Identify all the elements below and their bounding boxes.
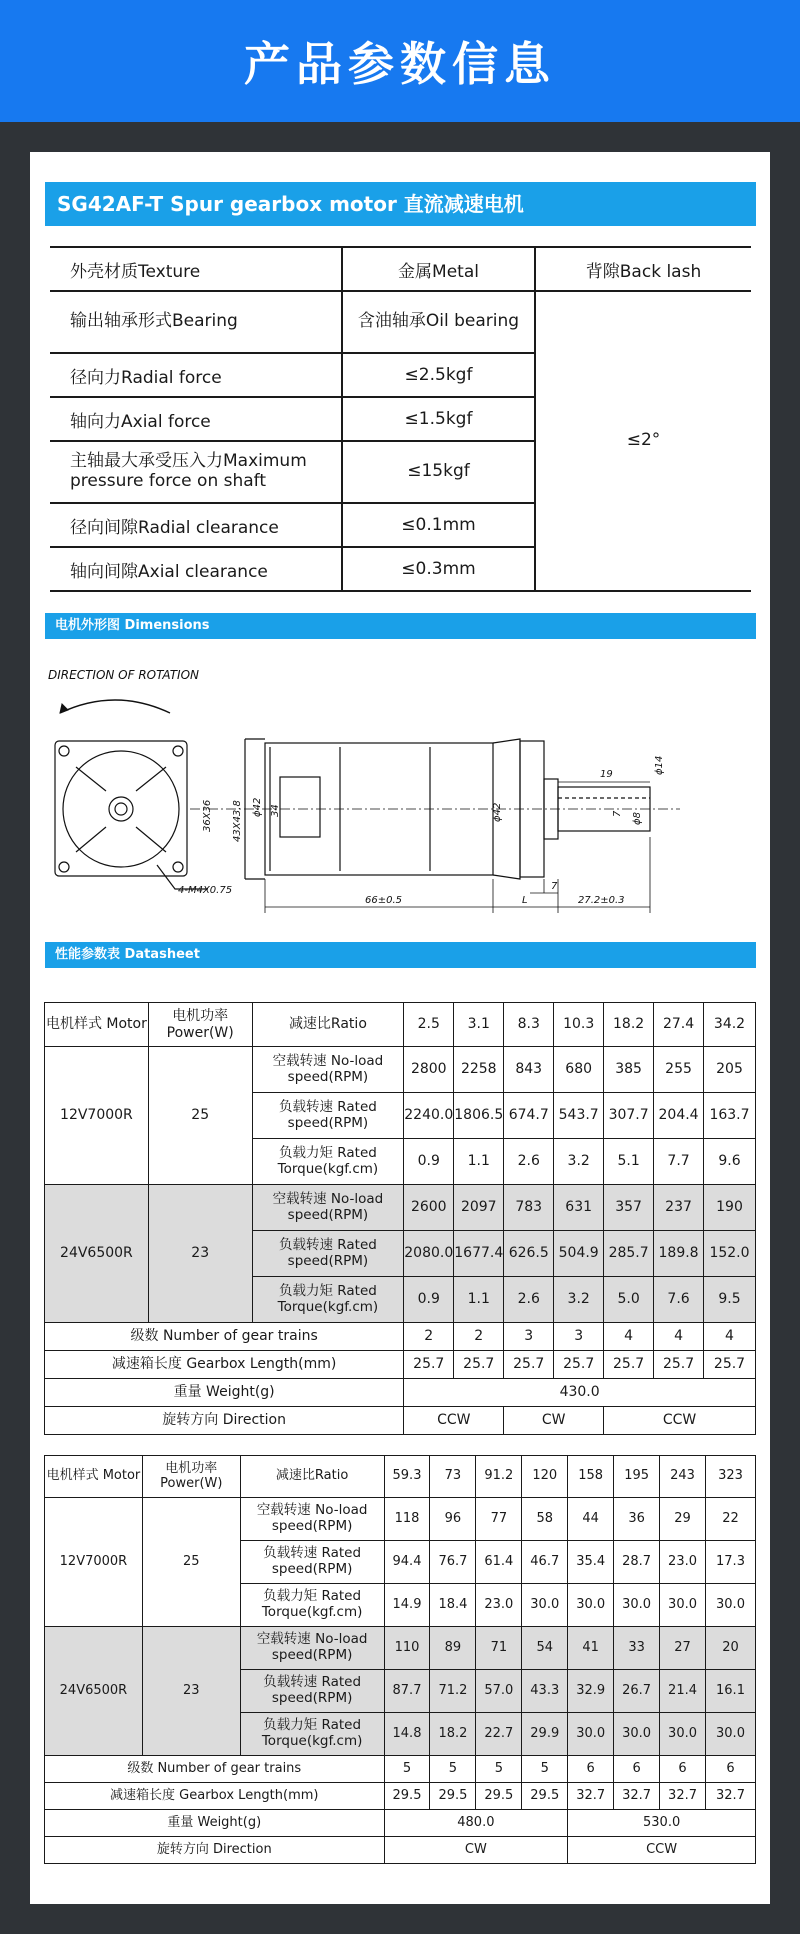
value-cell: 20 bbox=[705, 1627, 755, 1670]
value-cell: 163.7 bbox=[704, 1093, 756, 1139]
value-cell: 32.7 bbox=[614, 1783, 660, 1810]
spec-label: 径向力Radial force bbox=[50, 353, 342, 397]
value-cell: 30.0 bbox=[660, 1713, 706, 1756]
value-cell: 6 bbox=[660, 1756, 706, 1783]
value-cell: 30.0 bbox=[705, 1584, 755, 1627]
value-cell: 94.4 bbox=[384, 1541, 430, 1584]
value-cell: 22 bbox=[705, 1498, 755, 1541]
value-cell: 6 bbox=[568, 1756, 614, 1783]
value-cell: 783 bbox=[504, 1185, 554, 1231]
value-cell: 9.6 bbox=[704, 1139, 756, 1185]
dim-7: 7 bbox=[551, 881, 558, 892]
row-label: 负载力矩 Rated Torque(kgf.cm) bbox=[240, 1713, 384, 1756]
value-cell: 285.7 bbox=[604, 1231, 654, 1277]
weight-value: 530.0 bbox=[568, 1810, 756, 1837]
dim-screw: 4-M4X0.75 bbox=[178, 885, 233, 896]
value-cell: 89 bbox=[430, 1627, 476, 1670]
direction-label: 旋转方向 Direction bbox=[45, 1407, 404, 1435]
power-cell: 25 bbox=[148, 1047, 252, 1185]
dim-34: 34 bbox=[270, 804, 281, 817]
value-cell: 7.6 bbox=[654, 1277, 704, 1323]
value-cell: 41 bbox=[568, 1627, 614, 1670]
ratio-cell: 8.3 bbox=[504, 1003, 554, 1047]
value-cell: 118 bbox=[384, 1498, 430, 1541]
row-label: 负载力矩 Rated Torque(kgf.cm) bbox=[252, 1139, 404, 1185]
rotation-arrow bbox=[60, 700, 170, 713]
value-cell: 44 bbox=[568, 1498, 614, 1541]
value-cell: 843 bbox=[504, 1047, 554, 1093]
power-cell: 25 bbox=[142, 1498, 240, 1627]
model-cell: 24V6500R bbox=[45, 1185, 149, 1323]
value-cell: 2258 bbox=[454, 1047, 504, 1093]
ratio-cell: 323 bbox=[705, 1456, 755, 1498]
value-cell: 32.7 bbox=[568, 1783, 614, 1810]
model-cell: 12V7000R bbox=[45, 1498, 143, 1627]
datasheet-section-title: 性能参数表 Datasheet bbox=[45, 942, 756, 968]
value-cell: 2800 bbox=[404, 1047, 454, 1093]
gear-trains-label: 级数 Number of gear trains bbox=[45, 1756, 385, 1783]
header-ratio: 减速比Ratio bbox=[252, 1003, 404, 1047]
value-cell: 46.7 bbox=[522, 1541, 568, 1584]
value-cell: 25.7 bbox=[604, 1351, 654, 1379]
direction-value: CCW bbox=[404, 1407, 504, 1435]
value-cell: 4 bbox=[654, 1323, 704, 1351]
power-cell: 23 bbox=[148, 1185, 252, 1323]
row-label: 负载转速 Rated speed(RPM) bbox=[252, 1231, 404, 1277]
value-cell: 25.7 bbox=[504, 1351, 554, 1379]
value-cell: 28.7 bbox=[614, 1541, 660, 1584]
value-cell: 2 bbox=[404, 1323, 454, 1351]
spec-label: 输出轴承形式Bearing bbox=[50, 291, 342, 353]
value-cell: 29.5 bbox=[476, 1783, 522, 1810]
value-cell: 4 bbox=[704, 1323, 756, 1351]
model-cell: 12V7000R bbox=[45, 1047, 149, 1185]
spec-value: 含油轴承Oil bearing bbox=[342, 291, 535, 353]
ratio-cell: 158 bbox=[568, 1456, 614, 1498]
dimension-lines bbox=[265, 782, 650, 913]
ratio-cell: 34.2 bbox=[704, 1003, 756, 1047]
value-cell: 2240.0 bbox=[404, 1093, 454, 1139]
value-cell: 23.0 bbox=[476, 1584, 522, 1627]
value-cell: 543.7 bbox=[554, 1093, 604, 1139]
header-motor: 电机样式 Motor bbox=[45, 1456, 143, 1498]
value-cell: 2.6 bbox=[504, 1139, 554, 1185]
value-cell: 30.0 bbox=[568, 1713, 614, 1756]
dim-phi42b: ϕ42 bbox=[492, 802, 503, 822]
value-cell: 30.0 bbox=[568, 1584, 614, 1627]
ratio-cell: 243 bbox=[660, 1456, 706, 1498]
direction-label: DIRECTION OF ROTATION bbox=[48, 668, 199, 682]
dim-19: 19 bbox=[600, 769, 613, 780]
power-cell: 23 bbox=[142, 1627, 240, 1756]
value-cell: 21.4 bbox=[660, 1670, 706, 1713]
value-cell: 3.2 bbox=[554, 1277, 604, 1323]
value-cell: 32.9 bbox=[568, 1670, 614, 1713]
value-cell: 58 bbox=[522, 1498, 568, 1541]
value-cell: 2097 bbox=[454, 1185, 504, 1231]
value-cell: 33 bbox=[614, 1627, 660, 1670]
value-cell: 110 bbox=[384, 1627, 430, 1670]
ratio-cell: 27.4 bbox=[654, 1003, 704, 1047]
spec-label: 外壳材质Texture bbox=[50, 247, 342, 291]
value-cell: 54 bbox=[522, 1627, 568, 1670]
direction-label: 旋转方向 Direction bbox=[45, 1837, 385, 1864]
backlash-header: 背隙Back lash bbox=[535, 247, 751, 291]
value-cell: 5 bbox=[522, 1756, 568, 1783]
value-cell: 674.7 bbox=[504, 1093, 554, 1139]
spec-label: 轴向力Axial force bbox=[50, 397, 342, 441]
value-cell: 25.7 bbox=[404, 1351, 454, 1379]
ratio-cell: 10.3 bbox=[554, 1003, 604, 1047]
backlash-value: ≤2° bbox=[535, 291, 751, 591]
header-power: 电机功率 Power(W) bbox=[148, 1003, 252, 1047]
value-cell: 1.1 bbox=[454, 1277, 504, 1323]
dimensions-section-title: 电机外形图 Dimensions bbox=[45, 613, 756, 639]
value-cell: 237 bbox=[654, 1185, 704, 1231]
value-cell: 25.7 bbox=[704, 1351, 756, 1379]
direction-value: CCW bbox=[604, 1407, 756, 1435]
value-cell: 3 bbox=[554, 1323, 604, 1351]
value-cell: 32.7 bbox=[705, 1783, 755, 1810]
value-cell: 61.4 bbox=[476, 1541, 522, 1584]
value-cell: 152.0 bbox=[704, 1231, 756, 1277]
value-cell: 7.7 bbox=[654, 1139, 704, 1185]
dim-7b: 7 bbox=[612, 810, 623, 817]
value-cell: 29.5 bbox=[430, 1783, 476, 1810]
value-cell: 3 bbox=[504, 1323, 554, 1351]
value-cell: 189.8 bbox=[654, 1231, 704, 1277]
value-cell: 14.8 bbox=[384, 1713, 430, 1756]
value-cell: 1677.4 bbox=[454, 1231, 504, 1277]
value-cell: 87.7 bbox=[384, 1670, 430, 1713]
value-cell: 2.6 bbox=[504, 1277, 554, 1323]
value-cell: 5.1 bbox=[604, 1139, 654, 1185]
value-cell: 190 bbox=[704, 1185, 756, 1231]
value-cell: 14.9 bbox=[384, 1584, 430, 1627]
row-label: 负载力矩 Rated Torque(kgf.cm) bbox=[240, 1584, 384, 1627]
spec-table bbox=[50, 246, 751, 592]
weight-label: 重量 Weight(g) bbox=[45, 1810, 385, 1837]
value-cell: 29.5 bbox=[522, 1783, 568, 1810]
banner-title: 产品参数信息 bbox=[244, 37, 556, 91]
spec-value: ≤0.3mm bbox=[342, 547, 535, 591]
spec-label: 轴向间隙Axial clearance bbox=[50, 547, 342, 591]
value-cell: 57.0 bbox=[476, 1670, 522, 1713]
product-title: SG42AF-T Spur gearbox motor 直流减速电机 bbox=[45, 182, 756, 226]
value-cell: 30.0 bbox=[522, 1584, 568, 1627]
spec-value: ≤1.5kgf bbox=[342, 397, 535, 441]
value-cell: 385 bbox=[604, 1047, 654, 1093]
value-cell: 76.7 bbox=[430, 1541, 476, 1584]
dim-36x36: 36X36 bbox=[202, 799, 213, 832]
value-cell: 1.1 bbox=[454, 1139, 504, 1185]
value-cell: 255 bbox=[654, 1047, 704, 1093]
ratio-cell: 120 bbox=[522, 1456, 568, 1498]
value-cell: 6 bbox=[705, 1756, 755, 1783]
dim-phi8: ϕ8 bbox=[632, 812, 643, 825]
weight-label: 重量 Weight(g) bbox=[45, 1379, 404, 1407]
value-cell: 43.3 bbox=[522, 1670, 568, 1713]
spec-value: ≤0.1mm bbox=[342, 503, 535, 547]
ratio-cell: 59.3 bbox=[384, 1456, 430, 1498]
value-cell: 0.9 bbox=[404, 1277, 454, 1323]
value-cell: 25.7 bbox=[554, 1351, 604, 1379]
value-cell: 2080.0 bbox=[404, 1231, 454, 1277]
value-cell: 4 bbox=[604, 1323, 654, 1351]
spec-value: ≤2.5kgf bbox=[342, 353, 535, 397]
direction-value: CCW bbox=[568, 1837, 756, 1864]
header-ratio: 减速比Ratio bbox=[240, 1456, 384, 1498]
value-cell: 32.7 bbox=[660, 1783, 706, 1810]
front-view bbox=[55, 741, 208, 889]
value-cell: 96 bbox=[430, 1498, 476, 1541]
value-cell: 18.2 bbox=[430, 1713, 476, 1756]
value-cell: 18.4 bbox=[430, 1584, 476, 1627]
rotation-arrow-head bbox=[60, 704, 68, 713]
dim-phi42a: ϕ42 bbox=[252, 797, 263, 817]
value-cell: 204.4 bbox=[654, 1093, 704, 1139]
value-cell: 29.9 bbox=[522, 1713, 568, 1756]
length-label: 减速箱长度 Gearbox Length(mm) bbox=[45, 1351, 404, 1379]
row-label: 负载力矩 Rated Torque(kgf.cm) bbox=[252, 1277, 404, 1323]
value-cell: 504.9 bbox=[554, 1231, 604, 1277]
value-cell: 29 bbox=[660, 1498, 706, 1541]
header-motor: 电机样式 Motor bbox=[45, 1003, 149, 1047]
dim-L: L bbox=[522, 895, 528, 906]
dim-66: 66±0.5 bbox=[365, 895, 403, 906]
weight-value: 430.0 bbox=[404, 1379, 756, 1407]
value-cell: 3.2 bbox=[554, 1139, 604, 1185]
value-cell: 22.7 bbox=[476, 1713, 522, 1756]
weight-value: 480.0 bbox=[384, 1810, 568, 1837]
datasheet-table-1 bbox=[44, 1002, 756, 1435]
value-cell: 5 bbox=[430, 1756, 476, 1783]
row-label: 空载转速 No-load speed(RPM) bbox=[252, 1047, 404, 1093]
datasheet-table-2 bbox=[44, 1455, 756, 1864]
value-cell: 25.7 bbox=[654, 1351, 704, 1379]
length-label: 减速箱长度 Gearbox Length(mm) bbox=[45, 1783, 385, 1810]
value-cell: 29.5 bbox=[384, 1783, 430, 1810]
ratio-cell: 91.2 bbox=[476, 1456, 522, 1498]
value-cell: 71.2 bbox=[430, 1670, 476, 1713]
ratio-cell: 2.5 bbox=[404, 1003, 454, 1047]
value-cell: 23.0 bbox=[660, 1541, 706, 1584]
value-cell: 357 bbox=[604, 1185, 654, 1231]
value-cell: 35.4 bbox=[568, 1541, 614, 1584]
spec-label: 径向间隙Radial clearance bbox=[50, 503, 342, 547]
value-cell: 5.0 bbox=[604, 1277, 654, 1323]
row-label: 空载转速 No-load speed(RPM) bbox=[240, 1627, 384, 1670]
value-cell: 30.0 bbox=[614, 1713, 660, 1756]
dim-27: 27.2±0.3 bbox=[578, 895, 625, 906]
value-cell: 71 bbox=[476, 1627, 522, 1670]
value-cell: 9.5 bbox=[704, 1277, 756, 1323]
content-panel bbox=[30, 152, 770, 1904]
value-cell: 30.0 bbox=[705, 1713, 755, 1756]
spec-value: ≤15kgf bbox=[342, 441, 535, 503]
value-cell: 626.5 bbox=[504, 1231, 554, 1277]
value-cell: 30.0 bbox=[614, 1584, 660, 1627]
value-cell: 30.0 bbox=[660, 1584, 706, 1627]
value-cell: 5 bbox=[384, 1756, 430, 1783]
value-cell: 631 bbox=[554, 1185, 604, 1231]
value-cell: 6 bbox=[614, 1756, 660, 1783]
direction-value: CW bbox=[504, 1407, 604, 1435]
value-cell: 36 bbox=[614, 1498, 660, 1541]
value-cell: 307.7 bbox=[604, 1093, 654, 1139]
value-cell: 0.9 bbox=[404, 1139, 454, 1185]
model-cell: 24V6500R bbox=[45, 1627, 143, 1756]
value-cell: 2600 bbox=[404, 1185, 454, 1231]
header-power: 电机功率 Power(W) bbox=[142, 1456, 240, 1498]
direction-value: CW bbox=[384, 1837, 568, 1864]
value-cell: 25.7 bbox=[454, 1351, 504, 1379]
ratio-cell: 195 bbox=[614, 1456, 660, 1498]
value-cell: 27 bbox=[660, 1627, 706, 1670]
value-cell: 205 bbox=[704, 1047, 756, 1093]
ratio-cell: 3.1 bbox=[454, 1003, 504, 1047]
value-cell: 680 bbox=[554, 1047, 604, 1093]
value-cell: 26.7 bbox=[614, 1670, 660, 1713]
dim-phi14: ϕ14 bbox=[654, 755, 665, 775]
row-label: 空载转速 No-load speed(RPM) bbox=[252, 1185, 404, 1231]
value-cell: 16.1 bbox=[705, 1670, 755, 1713]
value-cell: 1806.5 bbox=[454, 1093, 504, 1139]
ratio-cell: 73 bbox=[430, 1456, 476, 1498]
gear-trains-label: 级数 Number of gear trains bbox=[45, 1323, 404, 1351]
spec-label: 主轴最大承受压入力Maximum pressure force on shaft bbox=[50, 441, 342, 503]
value-cell: 17.3 bbox=[705, 1541, 755, 1584]
row-label: 负载转速 Rated speed(RPM) bbox=[240, 1541, 384, 1584]
spec-value: 金属Metal bbox=[342, 247, 535, 291]
row-label: 负载转速 Rated speed(RPM) bbox=[240, 1670, 384, 1713]
value-cell: 77 bbox=[476, 1498, 522, 1541]
dim-43x43: 43X43.8 bbox=[232, 800, 243, 842]
value-cell: 5 bbox=[476, 1756, 522, 1783]
value-cell: 2 bbox=[454, 1323, 504, 1351]
ratio-cell: 18.2 bbox=[604, 1003, 654, 1047]
row-label: 空载转速 No-load speed(RPM) bbox=[240, 1498, 384, 1541]
top-banner bbox=[0, 0, 800, 122]
row-label: 负载转速 Rated speed(RPM) bbox=[252, 1093, 404, 1139]
side-view bbox=[190, 739, 680, 879]
